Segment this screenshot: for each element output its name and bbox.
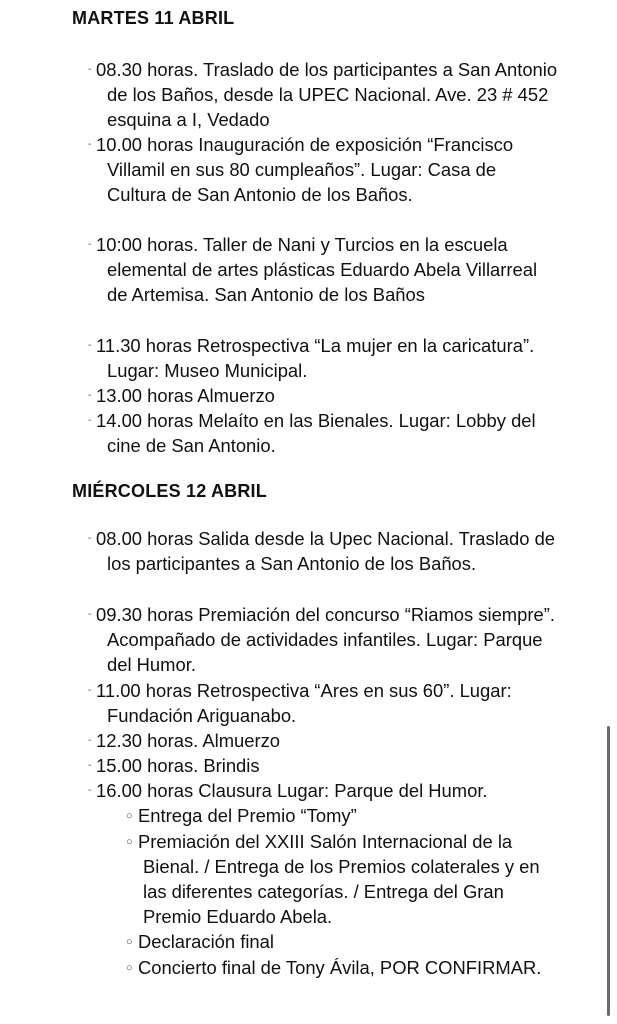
sub-list-item: ○ Entrega del Premio “Tomy” <box>126 803 566 828</box>
list-item: - 15.00 horas. Brindis <box>88 755 260 776</box>
bullet-dash-icon: - <box>88 64 92 75</box>
bullet-dash-icon: - <box>88 785 92 796</box>
vertical-scrollbar[interactable] <box>607 726 610 1016</box>
list-item: - 16.00 horas Clausura Lugar: Parque del Humor. <box>88 780 488 801</box>
sub-list-item: ○ Concierto final de Tony Ávila, POR CONFIRMAR. <box>126 955 566 980</box>
bullet-dash-icon: - <box>88 760 92 771</box>
bullet-circle-icon: ○ <box>126 962 133 974</box>
sub-list-item: ○ Premiación del XXIII Salón Internacional de la Bienal. / Entrega de los Premios colaterales y en las diferentes categorías. / Entrega del Gran Premio Eduardo Abela. <box>126 831 540 927</box>
list-item: - 12.30 horas. Almuerzo <box>88 730 281 751</box>
list-item: - 14.00 horas Melaíto en las Bienales. Lugar: Lobby del cine de San Antonio. <box>88 410 536 456</box>
list-item: - 09.30 horas Premiación del concurso “Riamos siempre”. Acompañado de actividades infantiles. Lugar: Parque del Humor. <box>88 604 555 675</box>
bullet-circle-icon: ○ <box>126 810 133 822</box>
bullet-dash-icon: - <box>88 340 92 351</box>
bullet-circle-icon: ○ <box>126 936 133 948</box>
bullet-dash-icon: - <box>88 533 92 544</box>
bullet-dash-icon: - <box>88 239 92 250</box>
bullet-dash-icon: - <box>88 139 92 150</box>
list-item: - 11.00 horas Retrospectiva “Ares en sus 60”. Lugar: Fundación Ariguanabo. <box>88 680 512 726</box>
list-item: - 10.00 horas Inauguración de exposición “Francisco Villamil en sus 80 cumpleaños”. Lugar: Casa de Cultura de San Antonio de los Baños. <box>88 134 514 205</box>
day-title-wednesday: MIÉRCOLES 12 ABRIL <box>72 481 267 501</box>
sub-list-item: ○ Declaración final <box>126 929 566 954</box>
bullet-dash-icon: - <box>88 415 92 426</box>
day-title-tuesday: MARTES 11 ABRIL <box>72 8 235 28</box>
bullet-circle-icon: ○ <box>126 836 133 848</box>
list-item: - 13.00 horas Almuerzo <box>88 385 275 406</box>
list-item: - 08.00 horas Salida desde la Upec Nacional. Traslado de los participantes a San Antonio de los Baños. <box>88 528 556 574</box>
bullet-dash-icon: - <box>88 390 92 401</box>
bullet-dash-icon: - <box>88 609 92 620</box>
list-item: - 08.30 horas. Traslado de los participantes a San Antonio de los Baños, desde la UPEC Nacional. Ave. 23 # 452 esquina a I, Vedado <box>88 59 558 130</box>
list-item: - 10:00 horas. Taller de Nani y Turcios en la escuela elemental de artes plásticas Eduardo Abela Villarreal de Artemisa. San Antonio de los Baños <box>88 234 538 305</box>
bullet-dash-icon: - <box>88 685 92 696</box>
bullet-dash-icon: - <box>88 735 92 746</box>
list-item: - 11.30 horas Retrospectiva “La mujer en la caricatura”. Lugar: Museo Municipal. <box>88 335 535 381</box>
